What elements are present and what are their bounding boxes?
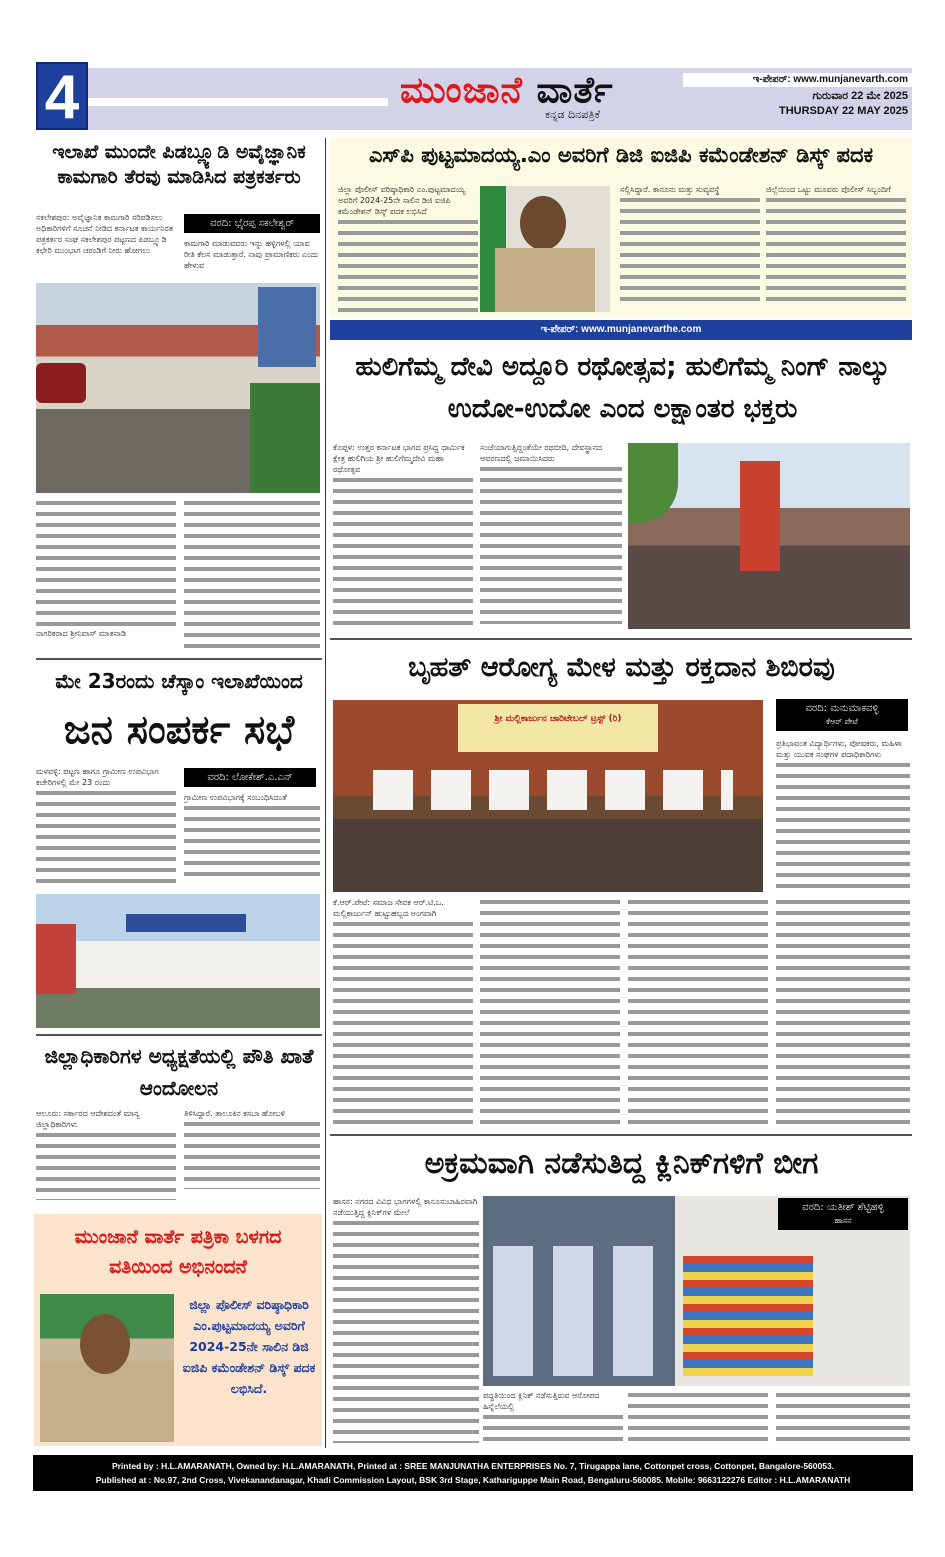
car — [36, 363, 86, 403]
imprint-line-2: Published at : No.97, 2nd Cross, Vivekanandanagar, Khadi Commission Layout, BSK 3rd Stage, Kathariguppe Main Road, Bengaluru-560085. Mobile: 9663122276 Editor : H.L.AMARANATH — [95, 1475, 851, 1485]
date-kannada: ಗುರುವಾರ 22 ಮೇ 2025 — [812, 90, 908, 102]
health-body-1: ಕೆ.ಆರ್.ಪೇಟೆ: ಸಮಾಜ ಸೇವಕ ಆರ್.ಟಿ.ಒ. ಮಲ್ಲಿಕಾರ್ಜುನ್ ಹುಟ್ಟುಹಬ್ಬದ ಅಂಗವಾಗಿ — [333, 897, 473, 1131]
epaper-strip[interactable]: ಇ-ಪೇಪರ್: www.munjanevarthe.com — [330, 320, 912, 340]
huligemma-body-2: ಸಂಜೆಯಾಗುತ್ತಿದ್ದಂತೆಯೇ ರಥಬೀದಿ, ದೇವಸ್ಥಾನದ ಆವರಣದಲ್ಲಿ ಜಮಾಯಿಸಿದರು — [480, 442, 622, 628]
face — [80, 1314, 130, 1374]
health-body-3 — [628, 897, 768, 1131]
pwd-body-2: ಕಾಮಗಾರಿ ಮಾಡುವವರು ಇನ್ನು ಹಳ್ಳಿಗಳಲ್ಲಿ ಯಾವ ರೀತಿ ಕೆಲಸ ಮಾಡುತ್ತಾರೆ. ನಾವು ಪ್ರಾಮಾಣಿಕರು ಎಂದು ಹೇಳುವ — [184, 238, 320, 278]
logo-red: ಮುಂಜಾನೆ — [400, 70, 523, 111]
janasampark-body-2: ಗ್ರಾಮೀಣ ಉಪವಿಭಾಗಕ್ಕೆ ಸಂಬಂಧಿಸಿದಂತೆ — [184, 792, 320, 890]
divider — [330, 1134, 912, 1136]
palm-tree — [628, 443, 678, 523]
date-block — [683, 89, 912, 119]
clinic-body-2: ಪದ್ಧತಿಯಿಂದ ಕ್ಲಿನಿಕ್ ನಡೆಸುತ್ತಿರುವ ಆರೋಪದ ಹಿನ್ನೆಲೆಯಲ್ಲಿ — [483, 1390, 623, 1446]
sp-body-1: ಜಿಲ್ಲಾ ಪೊಲೀಸ್ ವರಿಷ್ಠಾಧಿಕಾರಿ ಎಂ.ಪುಟ್ಟಮಾದಯ್ಯ ಅವರಿಗೆ 2024-25ನೇ ಸಾಲಿನ ಡಿಜಿ ಐಜಿಪಿ ಕಮೆಂಡೇಶನ್ ಡಿಸ್ಕ್ ಪದಕ ಲಭಿಸಿದೆ — [338, 184, 478, 312]
tagline: ಕನ್ನಡ ದಿನಪತ್ರಿಕೆ — [545, 108, 601, 121]
pouti-body-2: ತಿಳಿಸಿದ್ದಾರೆ. ತಾಲೂಕಿನ ಕಸಬಾ ಹೋಬಳಿ — [184, 1108, 320, 1200]
divider — [36, 1034, 322, 1036]
ad-title: ಮುಂಜಾನೆ ವಾರ್ತೆ ಪತ್ರಿಕಾ ಬಳಗದ ವತಿಯಿಂದ ಅಭಿನಂದನೆ — [74, 1226, 282, 1278]
uniform — [495, 248, 595, 312]
clinic-body-3 — [628, 1390, 768, 1446]
greenery — [250, 383, 320, 493]
column-divider — [325, 138, 326, 1448]
logo-black: ವಾರ್ತೆ — [536, 70, 614, 111]
congratulation-ad — [34, 1214, 322, 1446]
huligemma-headline: ಹುಲಿಗೆಮ್ಮ ದೇವಿ ಅದ್ದೂರಿ ರಥೋತ್ಸವ; ಹುಲಿಗೆಮ್ಮ ನಿಂಗ್ ನಾಲ್ಕು ಉದೋ-ಉದೋ ಎಂದ ಲಕ್ಷಾಂತರ ಭಕ್ತರು — [355, 352, 890, 424]
sp-body-3: ಜಿಲ್ಲೆಯಿಂದ ಒಟ್ಟು ಮೂವರು ಪೊಲೀಸ್ ಸಿಬ್ಬಂದಿಗೆ — [766, 184, 906, 312]
divider — [36, 658, 322, 660]
clinic-byline: ವರದಿ: ಯತೀಶ್ ಶೆಟ್ಟಿಹಳ್ಳಿ ಹಾಸನ — [778, 1198, 908, 1230]
chariot-festival-photo — [628, 443, 910, 629]
health-body-right: ಪ್ರತಿಭಾವಂತ ವಿದ್ಯಾರ್ಥಿಗಳು, ಪೋಷಕರು, ಮಹಿಳಾ ಮತ್ತು ಯುವಕ ಸಂಘಗಳ ಪದಾಧಿಕಾರಿಗಳು — [776, 738, 910, 892]
janasampark-byline: ವರದಿ: ಲೋಕೇಶ್.ಎ.ಎನ್ — [184, 768, 316, 787]
clinic-body-4 — [776, 1390, 910, 1446]
health-body-4 — [776, 897, 910, 1131]
health-camp-photo — [333, 700, 763, 892]
pwd-headline: ಇಲಾಖೆ ಮುಂದೇ ಪಿಡಬ್ಲ್ಯೂಡಿ ಅವೈಜ್ಞಾನಿಕ ಕಾಮಗಾರಿ ತೆರವು ಮಾಡಿಸಿದ ಪತ್ರಕರ್ತರು — [52, 141, 306, 188]
poster — [258, 287, 316, 367]
sp-photo — [480, 186, 610, 312]
cescom-office-photo — [36, 894, 320, 1028]
pwd-body-tail: ನಾಗರಿಕರಾದ ಶ್ರೀನಿವಾಸ್ ಮಾತನಾಡಿ — [36, 628, 176, 650]
janasampark-body-1: ಮಳವಳ್ಳಿ: ಪಟ್ಟಣ ಹಾಗೂ ಗ್ರಾಮೀಣ ಉಪವಿಭಾಗ ಕಚೇರಿಗಳಲ್ಲಿ ಮೇ 23 ರಂದು — [36, 766, 176, 890]
pwd-byline: ವರದಿ: ಭೈರಪ್ಪ ಸಕಲೇಶ್ವರ್ — [184, 214, 320, 233]
health-headline: ಬೃಹತ್ ಆರೋಗ್ಯ ಮೇಳ ಮತ್ತು ರಕ್ತದಾನ ಶಿಬಿರವು — [408, 652, 835, 683]
sp-story — [330, 138, 912, 318]
pouti-body-1: ಆಲೂರು: ಸರ್ಕಾರದ ಆದೇಶದಂತೆ ಮಾನ್ಯ ಜಿಲ್ಲಾಧಿಕಾರಿಗಳು — [36, 1108, 176, 1200]
pwd-body-1: ಸಕಲೇಶಪುರ: ಅವೈಜ್ಞಾನಿಕ ಕಾಮಗಾರಿ ಸರಿಪಡಿಸಲು ಅಧಿಕಾರಿಗಳಿಗೆ ಸೂಚನೆ ನೀಡಿದ ಕರ್ನಾಟಕ ಕಾರ್ಯನಿರತ ಪತ್ರಕರ್ತರ ಸಂಘ ಸಕಲೇಶಪುರ ಪಟ್ಟಣದ ಪಿಡಬ್ಲ್ಯೂಡಿ ಕಛೇರಿ ಮುಂಭಾಗ ಚರಂಡಿಗೆ ನೀರು ಹೋಗಲು — [36, 212, 176, 278]
building-red — [36, 924, 76, 994]
epaper-link[interactable]: ಇ-ಪೇಪರ್: www.munjanevarth.com — [683, 73, 912, 87]
divider — [330, 638, 912, 640]
clinic-headline: ಅಕ್ರಮವಾಗಿ ನಡೆಸುತಿದ್ದ ಕ್ಲಿನಿಕ್‌ಗಳಿಗೆ ಬೀಗ — [424, 1146, 819, 1181]
shop-shelves — [683, 1256, 813, 1376]
pouti-headline: ಜಿಲ್ಲಾಧಿಕಾರಿಗಳ ಅಧ್ಯಕ್ಷತೆಯಲ್ಲಿ ಪೌತಿ ಖಾತೆ ಆಂದೋಲನ — [44, 1044, 314, 1100]
office-signboard — [126, 914, 246, 932]
pwd-body-4 — [184, 498, 320, 650]
pwd-body-3 — [36, 498, 176, 628]
sp-headline: ಎಸ್‌ಪಿ ಪುಟ್ಟಮಾದಯ್ಯ.ಎಂ ಅವರಿಗೆ ಡಿಜಿ ಐಜಿಪಿ ಕಮೆಂಡೇಶನ್ ಡಿಸ್ಕ್ ಪದಕ — [368, 143, 874, 167]
sp-body-2: ಸಲ್ಲಿಸಿದ್ದಾರೆ. ಕಾನೂನು ಮತ್ತು ಸುವ್ಯವಸ್ಥೆ — [620, 184, 760, 312]
ad-text: ಜಿಲ್ಲಾ ಪೊಲೀಸ್ ವರಿಷ್ಠಾಧಿಕಾರಿ ಎಂ.ಪುಟ್ಟಮಾದಯ್ಯ ಅವರಿಗೆ 2024-25ನೇ ಸಾಲಿನ ಡಿಜಿ ಐಜಿಪಿ ಕಮೆಂಡೇಶನ್ ಡಿಸ್ಕ್ ಪದಕ ಲಭಿಸಿದೆ. — [182, 1297, 316, 1396]
trust-banner: ಶ್ರೀ ಮಲ್ಲಿಕಾರ್ಜುನ ಚಾರಿಟೇಬಲ್ ಟ್ರಸ್ಟ್ (ರಿ) — [458, 704, 658, 752]
newspaper-logo — [400, 70, 614, 112]
huligemma-body-1: ಕೊಪ್ಪಳ: ಉತ್ತರ ಕರ್ನಾಟಕ ಭಾಗದ ಪ್ರಸಿದ್ಧ ಧಾರ್ಮಿಕ ಕ್ಷೇತ್ರ ಹುಲಿಗಿಯ ಶ್ರೀ ಹುಲಿಗೆಮ್ಮದೇವಿ ಮಹಾ ರಥೋತ್ಸವ — [333, 442, 473, 628]
pwd-photo — [36, 283, 320, 493]
officials — [493, 1246, 673, 1376]
date-english: THURSDAY 22 MAY 2025 — [778, 105, 908, 117]
guests — [373, 770, 733, 810]
imprint-line-1: Printed by : H.L.AMARANATH, Owned by: H.L.AMARANATH, Printed at : SREE MANJUNATHA ENTERPRISES No. 7, Tirugappa lane, Cottonpet cross, Cottonpet, Bangalore-560053. — [111, 1461, 835, 1471]
face — [520, 196, 566, 250]
page-number: 4 — [36, 62, 88, 130]
imprint-footer — [33, 1455, 913, 1491]
chariot — [740, 461, 780, 571]
janasampark-headline: ಜನ ಸಂಪರ್ಕ ಸಭೆ — [63, 707, 295, 753]
health-byline: ವರದಿ: ಮನುಮಾಕವಳ್ಳಿ ಕೆಆರ್ ಪೇಟೆ — [776, 699, 908, 731]
clinic-body-1: ಹಾಸನ: ನಗರದ ವಿವಿಧ ಭಾಗಗಳಲ್ಲಿ ಕಾನೂನುಬಾಹಿರವಾಗಿ ನಡೆಯುತ್ತಿದ್ದ ಕ್ಲಿನಿಕ್‌ಗಳ ಮೇಲೆ — [333, 1196, 479, 1446]
sp-portrait — [40, 1294, 174, 1442]
health-body-2 — [480, 897, 620, 1131]
janasampark-kicker: ಮೇ 23ರಂದು ಚೆಸ್ಕಾಂ ಇಲಾಖೆಯಿಂದ — [55, 669, 303, 693]
